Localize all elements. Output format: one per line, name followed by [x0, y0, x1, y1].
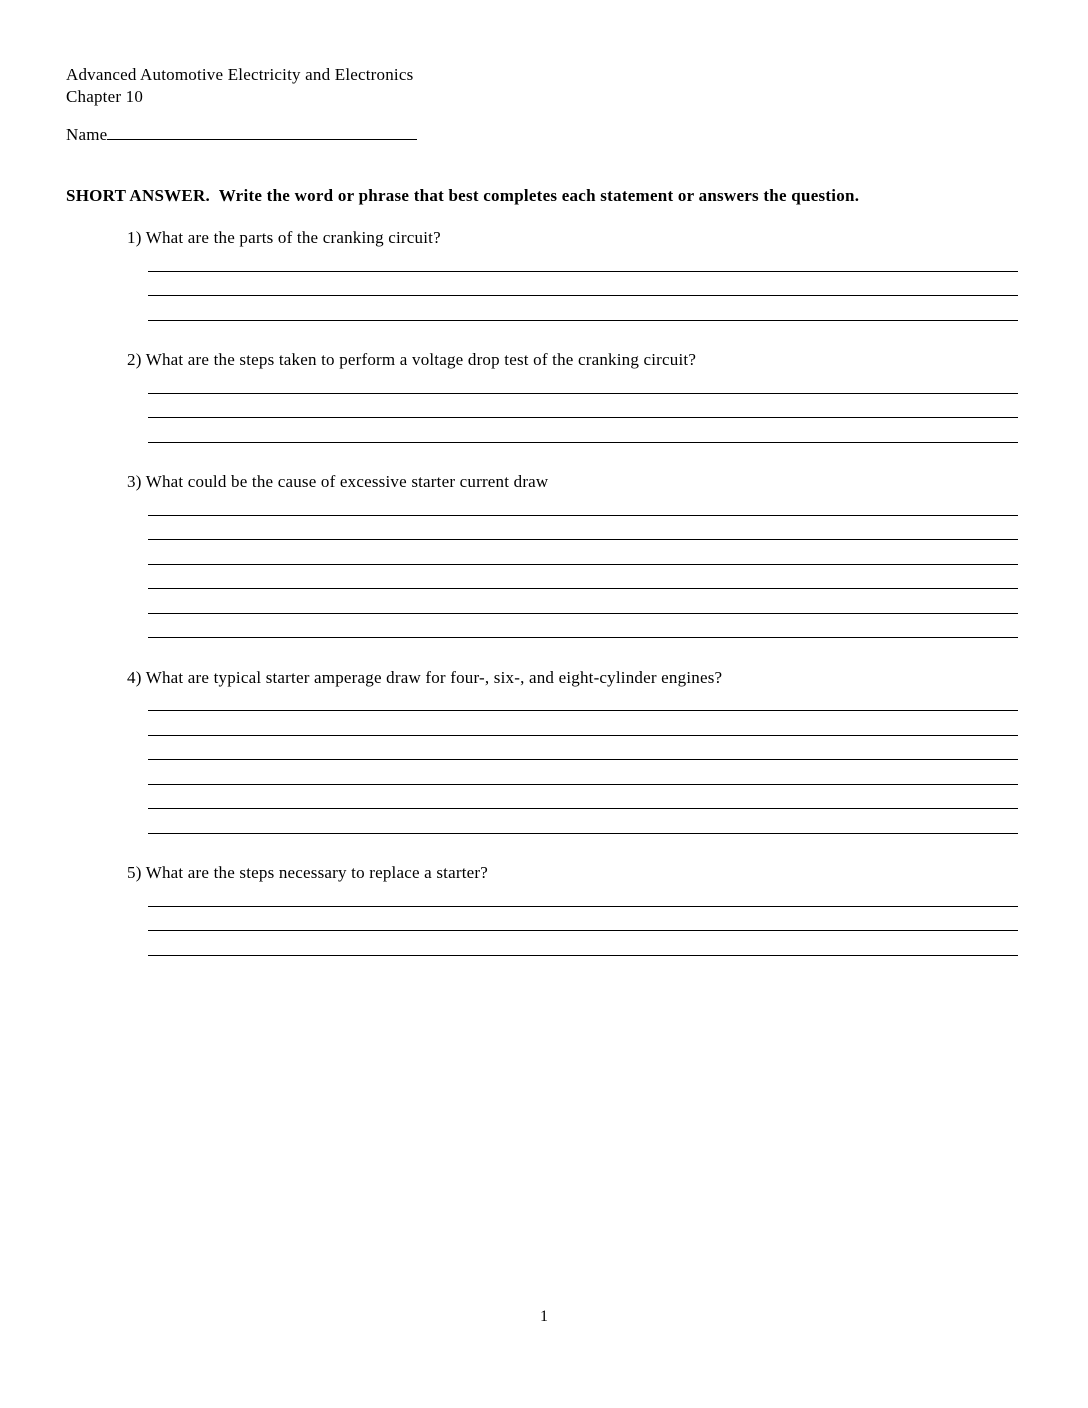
answer-blank-line	[148, 760, 1018, 785]
answer-blank-line	[148, 369, 1018, 394]
answer-lines	[148, 687, 1018, 834]
question-number: 2)	[127, 350, 142, 369]
question-text	[127, 863, 1018, 882]
answer-blank-line	[148, 247, 1018, 272]
answer-blank-line	[148, 882, 1018, 907]
name-label: Name	[66, 125, 108, 144]
answer-blank-line	[148, 394, 1018, 419]
name-row	[66, 124, 417, 145]
question-number: 4)	[127, 667, 142, 687]
question-text	[127, 350, 1018, 369]
answer-blank-line	[148, 736, 1018, 761]
chapter-subtitle: Chapter 10	[66, 87, 144, 106]
document-header	[66, 64, 413, 108]
question-prompt: What are typical starter amperage draw for four-, six-, and eight-cylinder engines?	[145, 667, 723, 687]
answer-blank-line	[148, 491, 1018, 516]
answer-blank-line	[148, 589, 1018, 614]
course-title: Advanced Automotive Electricity and Electronics	[66, 65, 414, 84]
question-text	[127, 668, 1018, 687]
question-prompt: What are the parts of the cranking circuit?	[145, 228, 441, 247]
section-heading: SHORT ANSWER. Write the word or phrase that best completes each statement or answers the question.	[66, 186, 860, 205]
answer-blank-line	[148, 785, 1018, 810]
question-block	[0, 228, 1088, 321]
answer-blank-line	[148, 540, 1018, 565]
answer-lines	[148, 882, 1018, 956]
question-block	[0, 863, 1088, 956]
question-number: 3)	[127, 472, 142, 491]
questions-list	[0, 228, 1088, 985]
answer-lines	[148, 369, 1018, 443]
question-block	[0, 472, 1088, 638]
answer-blank-line	[148, 809, 1018, 834]
question-block	[0, 350, 1088, 443]
answer-blank-line	[148, 614, 1018, 639]
question-block	[0, 668, 1088, 834]
question-number: 5)	[127, 863, 142, 882]
answer-blank-line	[148, 516, 1018, 541]
question-text	[127, 472, 1018, 491]
question-text	[127, 228, 1018, 247]
answer-lines	[148, 247, 1018, 321]
answer-blank-line	[148, 296, 1018, 321]
question-prompt: What could be the cause of excessive starter current draw	[145, 472, 549, 491]
answer-blank-line	[148, 687, 1018, 712]
question-prompt: What are the steps necessary to replace a starter?	[145, 863, 488, 882]
answer-blank-line	[148, 711, 1018, 736]
answer-blank-line	[148, 565, 1018, 590]
answer-blank-line	[148, 418, 1018, 443]
name-blank-line	[107, 124, 417, 140]
page-number: 1	[540, 1308, 548, 1325]
answer-blank-line	[148, 907, 1018, 932]
answer-lines	[148, 491, 1018, 638]
answer-blank-line	[148, 272, 1018, 297]
answer-blank-line	[148, 931, 1018, 956]
question-prompt: What are the steps taken to perform a voltage drop test of the cranking circuit?	[145, 350, 697, 369]
question-number: 1)	[127, 228, 142, 247]
